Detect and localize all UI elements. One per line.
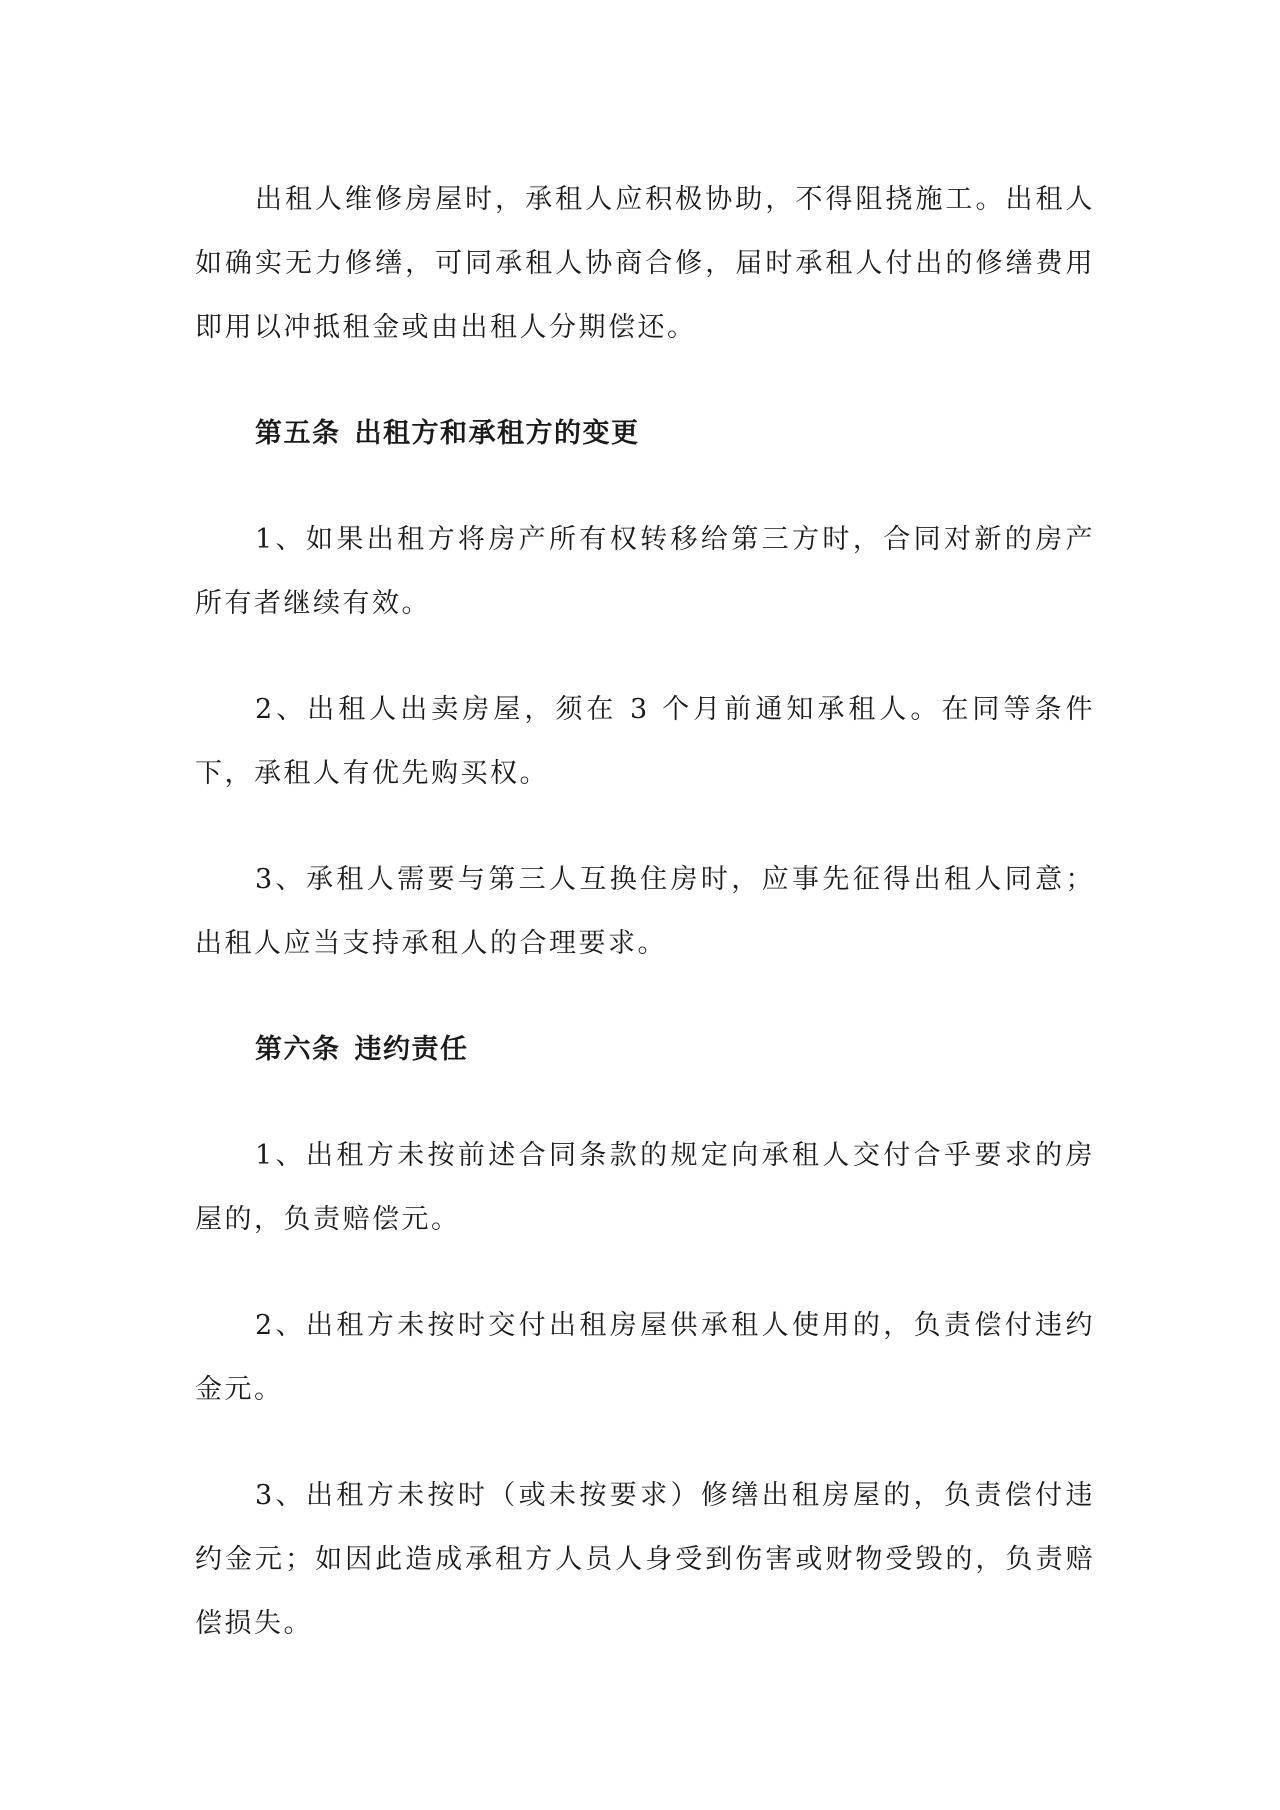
paragraph-article-6-item-1: 1、出租方未按前述合同条款的规定向承租人交付合乎要求的房屋的，负责赔偿元。: [195, 1140, 1095, 1235]
paragraph-article-5-item-1: 1、如果出租方将房产所有权转移给第三方时，合同对新的房产所有者继续有效。: [195, 524, 1095, 619]
paragraph-article-5-item-3: 3、承租人需要与第三人互换住房时，应事先征得出租人同意；出租人应当支持承租人的合理要求。: [195, 864, 1095, 959]
article-6-title: 违约责任: [354, 1034, 469, 1065]
article-5-number: 第五条: [255, 418, 341, 449]
article-5-title: 出租方和承租方的变更: [354, 418, 640, 449]
article-5-heading: [195, 402, 1095, 466]
paragraph-article-5-item-2: 2、出租人出卖房屋，须在 3 个月前通知承租人。在同等条件下，承租人有优先购买权。: [195, 694, 1095, 789]
paragraph-article-6-item-3: 3、出租方未按时（或未按要求）修缮出租房屋的，负责偿付违约金元；如因此造成承租方人员人身受到伤害或财物受毁的，负责赔偿损失。: [195, 1480, 1095, 1639]
article-6-number: 第六条: [255, 1034, 341, 1065]
document-page: [195, 168, 1095, 1698]
paragraph-repair-cooperation: 出租人维修房屋时，承租人应积极协助，不得阻挠施工。出租人如确实无力修缮，可同承租人协商合修，届时承租人付出的修缮费用即用以冲抵租金或由出租人分期偿还。: [195, 184, 1095, 343]
paragraph-article-6-item-2: 2、出租方未按时交付出租房屋供承租人使用的，负责偿付违约金元。: [195, 1310, 1095, 1405]
article-6-heading: [195, 1018, 1095, 1082]
